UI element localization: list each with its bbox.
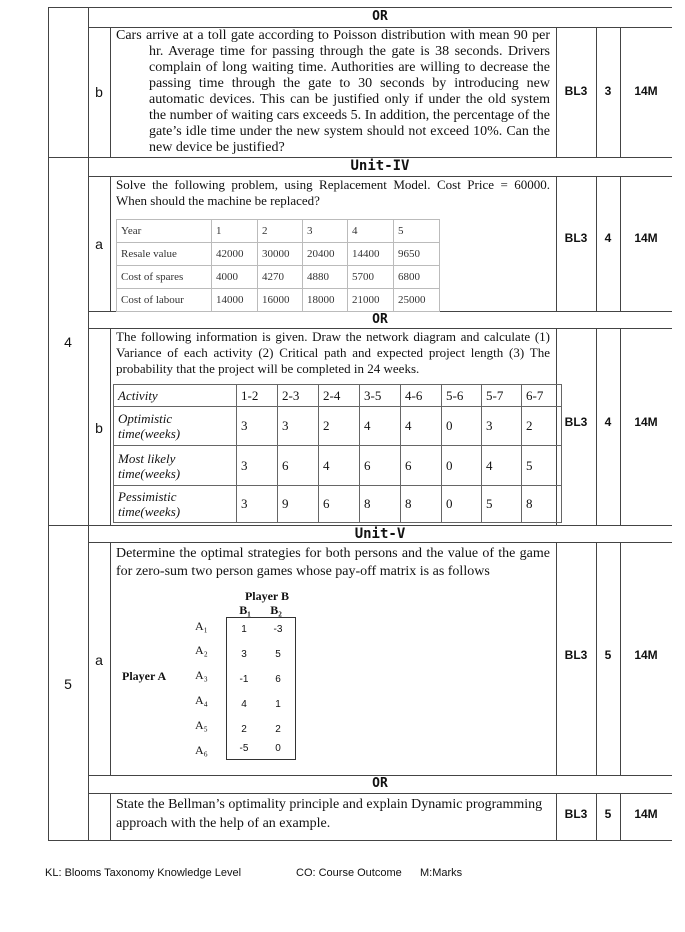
co-number: 3 <box>604 84 612 98</box>
table-row <box>117 220 440 243</box>
table-row <box>114 446 562 486</box>
marks: 14M <box>634 415 658 429</box>
table-cell: 3-5 <box>360 385 401 407</box>
table-row <box>117 243 440 266</box>
column-label: B₂ <box>270 603 282 617</box>
part-label: a <box>95 236 103 252</box>
table-cell: 9650 <box>394 243 440 266</box>
table-cell: 2-4 <box>319 385 360 407</box>
table-cell: 42000 <box>212 243 258 266</box>
player-b-label: Player B <box>244 589 290 603</box>
table-row <box>117 266 440 289</box>
table-cell: 4 <box>319 446 360 486</box>
table-cell: 0 <box>442 407 482 446</box>
part-label: b <box>95 84 103 100</box>
part-label: a <box>95 652 103 668</box>
table-row <box>114 407 562 446</box>
table-cell: 4270 <box>258 266 303 289</box>
row-label: A₂ <box>195 643 208 657</box>
rule <box>48 7 672 8</box>
co-number: 5 <box>604 807 612 821</box>
bl-level: BL3 <box>564 231 588 245</box>
table-cell: 5-6 <box>442 385 482 407</box>
table-row <box>114 486 562 523</box>
table-cell: 1 <box>241 624 247 636</box>
table-cell: 3 <box>482 407 522 446</box>
activity-table <box>113 384 562 523</box>
unit-heading: Unit-V <box>354 526 406 542</box>
marks: 14M <box>634 84 658 98</box>
table-cell: 3 <box>237 407 278 446</box>
table-cell: 30000 <box>258 243 303 266</box>
table-row <box>117 289 440 312</box>
table-cell: 4 <box>401 407 442 446</box>
table-cell: Optimistic time(weeks) <box>114 407 237 446</box>
row-label: A₁ <box>195 619 208 633</box>
question-number: 4 <box>64 334 72 350</box>
column-label: B₁ <box>239 603 251 617</box>
table-cell: 2 <box>275 723 281 735</box>
bl-level: BL3 <box>564 84 588 98</box>
or-divider: OR <box>372 9 388 24</box>
table-cell: 6 <box>319 486 360 523</box>
row-label: A₃ <box>195 668 208 682</box>
marks: 14M <box>634 807 658 821</box>
table-cell: 14000 <box>212 289 258 312</box>
replacement-table <box>116 219 440 312</box>
co-number: 4 <box>604 231 612 245</box>
table-cell: 1-2 <box>237 385 278 407</box>
unit-heading: Unit-IV <box>350 158 410 174</box>
table-row <box>114 385 562 407</box>
rule <box>88 793 672 794</box>
question-number: 5 <box>64 676 72 692</box>
question-text: Solve the following problem, using Replacement Model. Cost Price = 60000. When should the machine be replaced? <box>116 177 550 208</box>
table-cell: 5-7 <box>482 385 522 407</box>
table-cell: 5 <box>522 446 562 486</box>
table-cell: -1 <box>239 673 249 685</box>
question-text: Determine the optimal strategies for both persons and the value of the game for zero-sum two person games whose pay-off matrix is as follows <box>116 546 550 579</box>
table-cell: 18000 <box>303 289 348 312</box>
marks: 14M <box>634 231 658 245</box>
table-cell: 6800 <box>394 266 440 289</box>
co-number: 4 <box>604 415 612 429</box>
table-cell: 4-6 <box>401 385 442 407</box>
table-cell: 5 <box>482 486 522 523</box>
table-cell: Pessimistic time(weeks) <box>114 486 237 523</box>
table-cell: -3 <box>273 624 283 636</box>
table-cell: 4 <box>348 220 394 243</box>
table-row <box>227 742 296 760</box>
table-cell: 2-3 <box>278 385 319 407</box>
table-cell: 1 <box>212 220 258 243</box>
bl-level: BL3 <box>564 415 588 429</box>
table-cell: 3 <box>237 486 278 523</box>
row-label: A₄ <box>195 693 208 707</box>
table-cell: 8 <box>360 486 401 523</box>
table-row <box>227 618 296 642</box>
table-cell: 0 <box>442 486 482 523</box>
rule <box>110 542 111 775</box>
table-cell: Cost of labour <box>117 289 212 312</box>
table-cell: 16000 <box>258 289 303 312</box>
table-cell: Resale value <box>117 243 212 266</box>
footer-co: CO: Course Outcome <box>296 867 402 879</box>
table-cell: 8 <box>401 486 442 523</box>
part-label: b <box>95 420 103 436</box>
table-cell: 2 <box>522 407 562 446</box>
rule <box>110 176 111 311</box>
table-cell: 5 <box>394 220 440 243</box>
player-a-label: Player A <box>122 669 167 683</box>
table-cell: 3 <box>237 446 278 486</box>
table-cell: Most likely time(weeks) <box>114 446 237 486</box>
table-cell: 0 <box>275 742 281 754</box>
bl-level: BL3 <box>564 807 588 821</box>
table-cell: 3 <box>303 220 348 243</box>
co-number: 5 <box>604 648 612 662</box>
or-divider: OR <box>372 776 388 791</box>
table-cell: 6 <box>275 673 281 685</box>
row-label: A₅ <box>195 718 208 732</box>
table-cell: Activity <box>114 385 237 407</box>
table-cell: 4880 <box>303 266 348 289</box>
table-cell: Cost of spares <box>117 266 212 289</box>
table-cell: 0 <box>442 446 482 486</box>
table-cell: 8 <box>522 486 562 523</box>
table-cell: -5 <box>239 742 249 754</box>
rule <box>48 7 49 840</box>
question-text: The following information is given. Draw the network diagram and calculate (1) Variance of each activity (2) Critical path and expected project length (3) The probability that the project will be completed in 24 weeks. <box>116 329 550 376</box>
table-cell: 6 <box>401 446 442 486</box>
table-cell: 25000 <box>394 289 440 312</box>
row-label: A₆ <box>195 743 208 757</box>
table-cell: 4 <box>482 446 522 486</box>
table-cell: 2 <box>319 407 360 446</box>
table-cell: 3 <box>241 648 247 660</box>
table-cell: 1 <box>275 698 281 710</box>
table-cell: 5700 <box>348 266 394 289</box>
table-cell: 6 <box>278 446 319 486</box>
table-cell: 6 <box>360 446 401 486</box>
bl-level: BL3 <box>564 648 588 662</box>
table-cell: 4 <box>241 698 247 710</box>
rule <box>88 542 672 543</box>
table-cell: 6-7 <box>522 385 562 407</box>
rule <box>110 793 111 840</box>
rule <box>110 27 111 157</box>
footer-kl: KL: Blooms Taxonomy Knowledge Level <box>45 867 242 879</box>
table-cell: 21000 <box>348 289 394 312</box>
table-cell: 2 <box>241 723 247 735</box>
marks: 14M <box>634 648 658 662</box>
table-cell: 4000 <box>212 266 258 289</box>
table-cell: 20400 <box>303 243 348 266</box>
table-cell: Year <box>117 220 212 243</box>
payoff-matrix <box>226 617 296 760</box>
table-row <box>227 642 296 667</box>
table-row <box>227 667 296 692</box>
table-row <box>227 692 296 717</box>
rule <box>48 840 672 841</box>
question-text: State the Bellman’s optimality principle and explain Dynamic programming approach with the help of an example. <box>116 797 543 831</box>
table-cell: 14400 <box>348 243 394 266</box>
table-cell: 4 <box>360 407 401 446</box>
question-text: Cars arrive at a toll gate according to Poisson distribution with mean 90 per hr. Average time for passing through the gate is 38 seconds. Drivers complain of long waiting time. Authorities are willing to decrease the passing time through the gate to 30 seconds by introducing new automatic devices. This can be justified only if under the old system the number of waiting cars exceeds 5. In addition, the percentage of the gate’s idle time under the new system should not exceed 10%. Can the new device be justified? <box>116 28 550 155</box>
table-cell: 5 <box>275 648 281 660</box>
rule <box>110 328 111 525</box>
table-cell: 2 <box>258 220 303 243</box>
or-divider: OR <box>372 312 388 327</box>
footer-marks: M:Marks <box>420 867 463 879</box>
table-row <box>227 717 296 742</box>
table-cell: 9 <box>278 486 319 523</box>
table-cell: 3 <box>278 407 319 446</box>
